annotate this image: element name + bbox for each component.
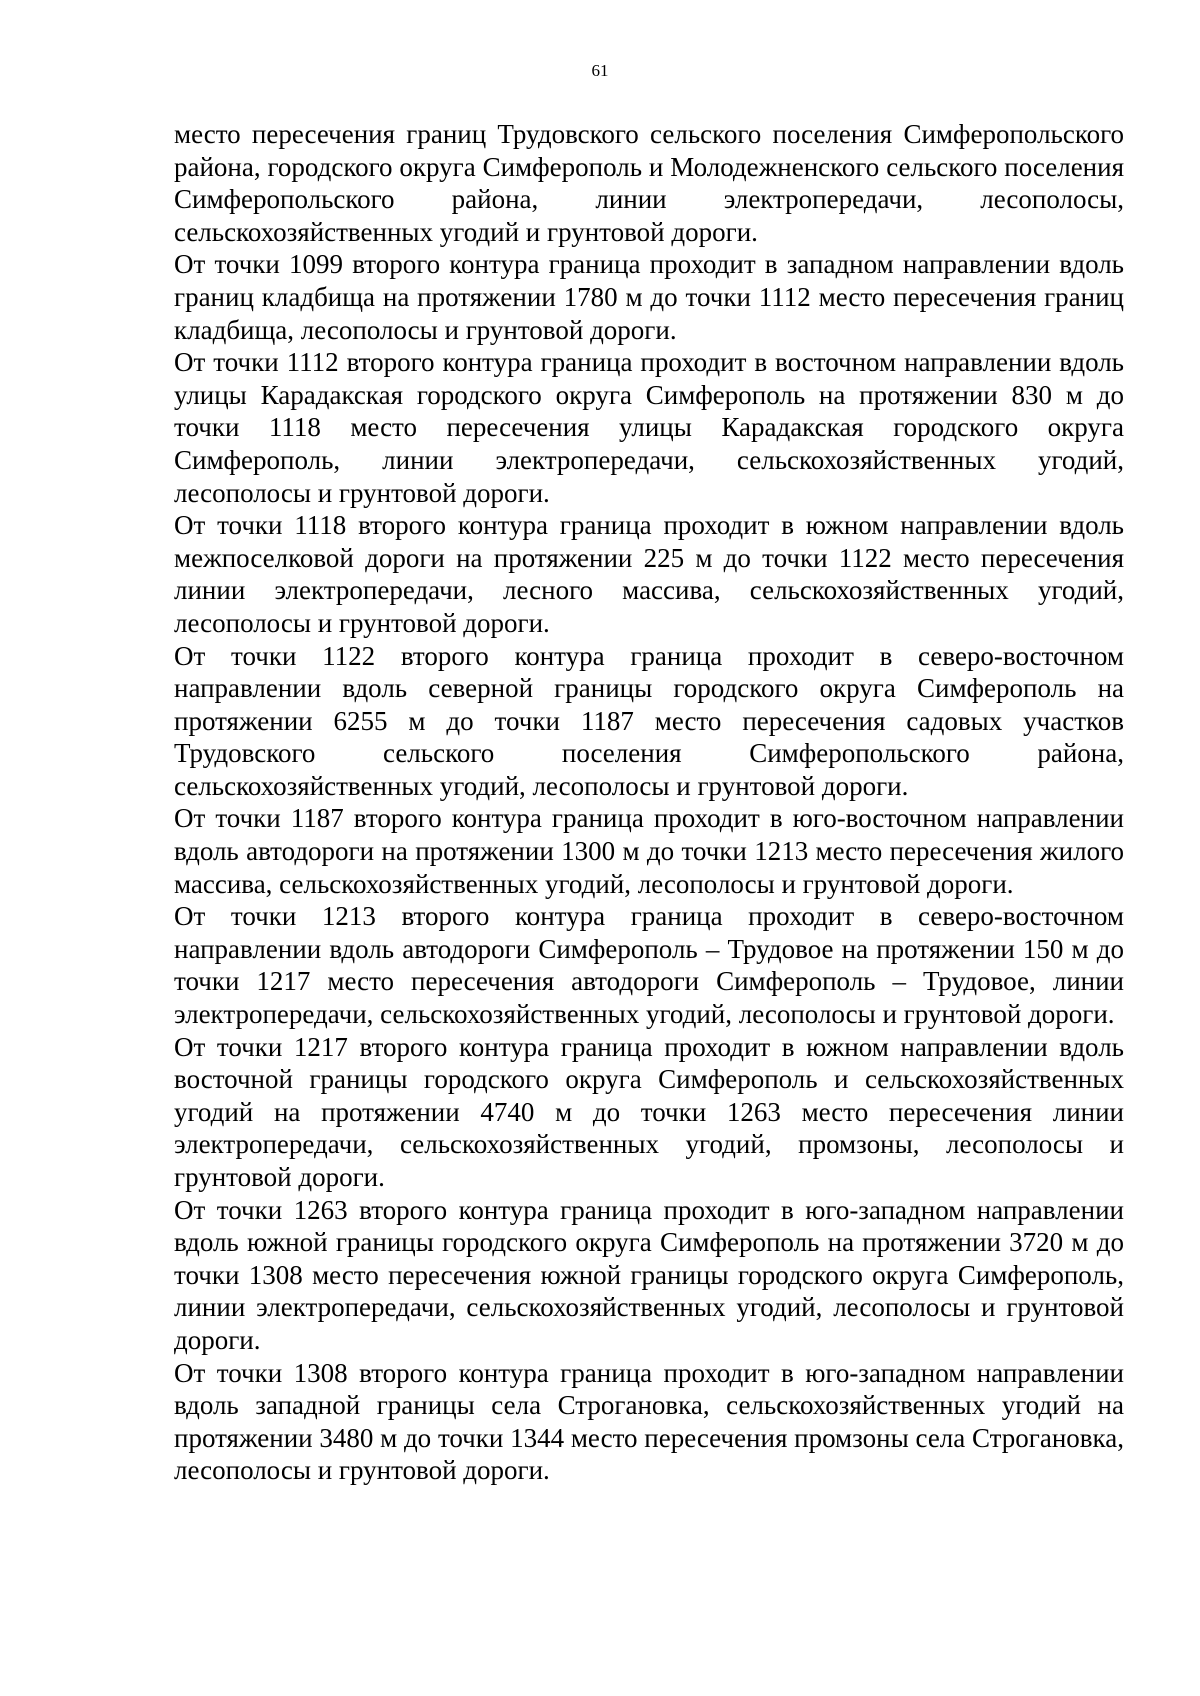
paragraph: От точки 1308 второго контура граница проходит в юго-западном направлении вдоль западной границы села Строгановка, сельскохозяйственных угодий на протяжении 3480 м до точки 1344 место пересечения промзоны села Строгановка, лесополосы и грунтовой дороги. <box>174 1357 1124 1486</box>
document-body <box>174 118 1124 1487</box>
paragraph: От точки 1213 второго контура граница проходит в северо-восточном направлении вдоль автодороги Симферополь – Трудовое на протяжении 150 м до точки 1217 место пересечения автодороги Симферополь – Трудовое, линии электропередачи, сельскохозяйственных угодий, лесополосы и грунтовой дороги. <box>174 901 1124 1030</box>
paragraph: От точки 1099 второго контура граница проходит в западном направлении вдоль границ кладбища на протяжении 1780 м до точки 1112 место пересечения границ кладбища, лесополосы и грунтовой дороги. <box>174 249 1124 345</box>
paragraph: От точки 1217 второго контура граница проходит в южном направлении вдоль восточной границы городского округа Симферополь и сельскохозяйственных угодий на протяжении 4740 м до точки 1263 место пересечения линии электропередачи, сельскохозяйственных угодий, промзоны, лесополосы и грунтовой дороги. <box>174 1031 1124 1192</box>
page-number: 61 <box>591 61 609 80</box>
paragraph: место пересечения границ Трудовского сельского поселения Симферопольского района, городского округа Симферополь и Молодежненского сельского поселения Симферопольского района, линии электропередачи, лесополосы, сельскохозяйственных угодий и грунтовой дороги. <box>174 119 1124 247</box>
paragraph: От точки 1112 второго контура граница проходит в восточном направлении вдоль улицы Карадакская городского округа Симферополь на протяжении 830 м до точки 1118 место пересечения улицы Карадакская городского округа Симферополь, линии электропередачи, сельскохозяйственных угодий, лесополосы и грунтовой дороги. <box>174 347 1124 508</box>
paragraph: От точки 1263 второго контура граница проходит в юго-западном направлении вдоль южной границы городского округа Симферополь на протяжении 3720 м до точки 1308 место пересечения южной границы городского округа Симферополь, линии электропередачи, сельскохозяйственных угодий, лесополосы и грунтовой дороги. <box>174 1194 1124 1355</box>
paragraph: От точки 1118 второго контура граница проходит в южном направлении вдоль межпоселковой дороги на протяжении 225 м до точки 1122 место пересечения линии электропередачи, лесного массива, сельскохозяйственных угодий, лесополосы и грунтовой дороги. <box>174 510 1124 638</box>
paragraph: От точки 1122 второго контура граница проходит в северо-восточном направлении вдоль северной границы городского округа Симферополь на протяжении 6255 м до точки 1187 место пересечения садовых участков Трудовского сельского поселения Симферопольского района, сельскохозяйственных угодий, лесополосы и грунтовой дороги. <box>174 640 1124 801</box>
paragraph: От точки 1187 второго контура граница проходит в юго-восточном направлении вдоль автодороги на протяжении 1300 м до точки 1213 место пересечения жилого массива, сельскохозяйственных угодий, лесополосы и грунтовой дороги. <box>174 803 1124 899</box>
